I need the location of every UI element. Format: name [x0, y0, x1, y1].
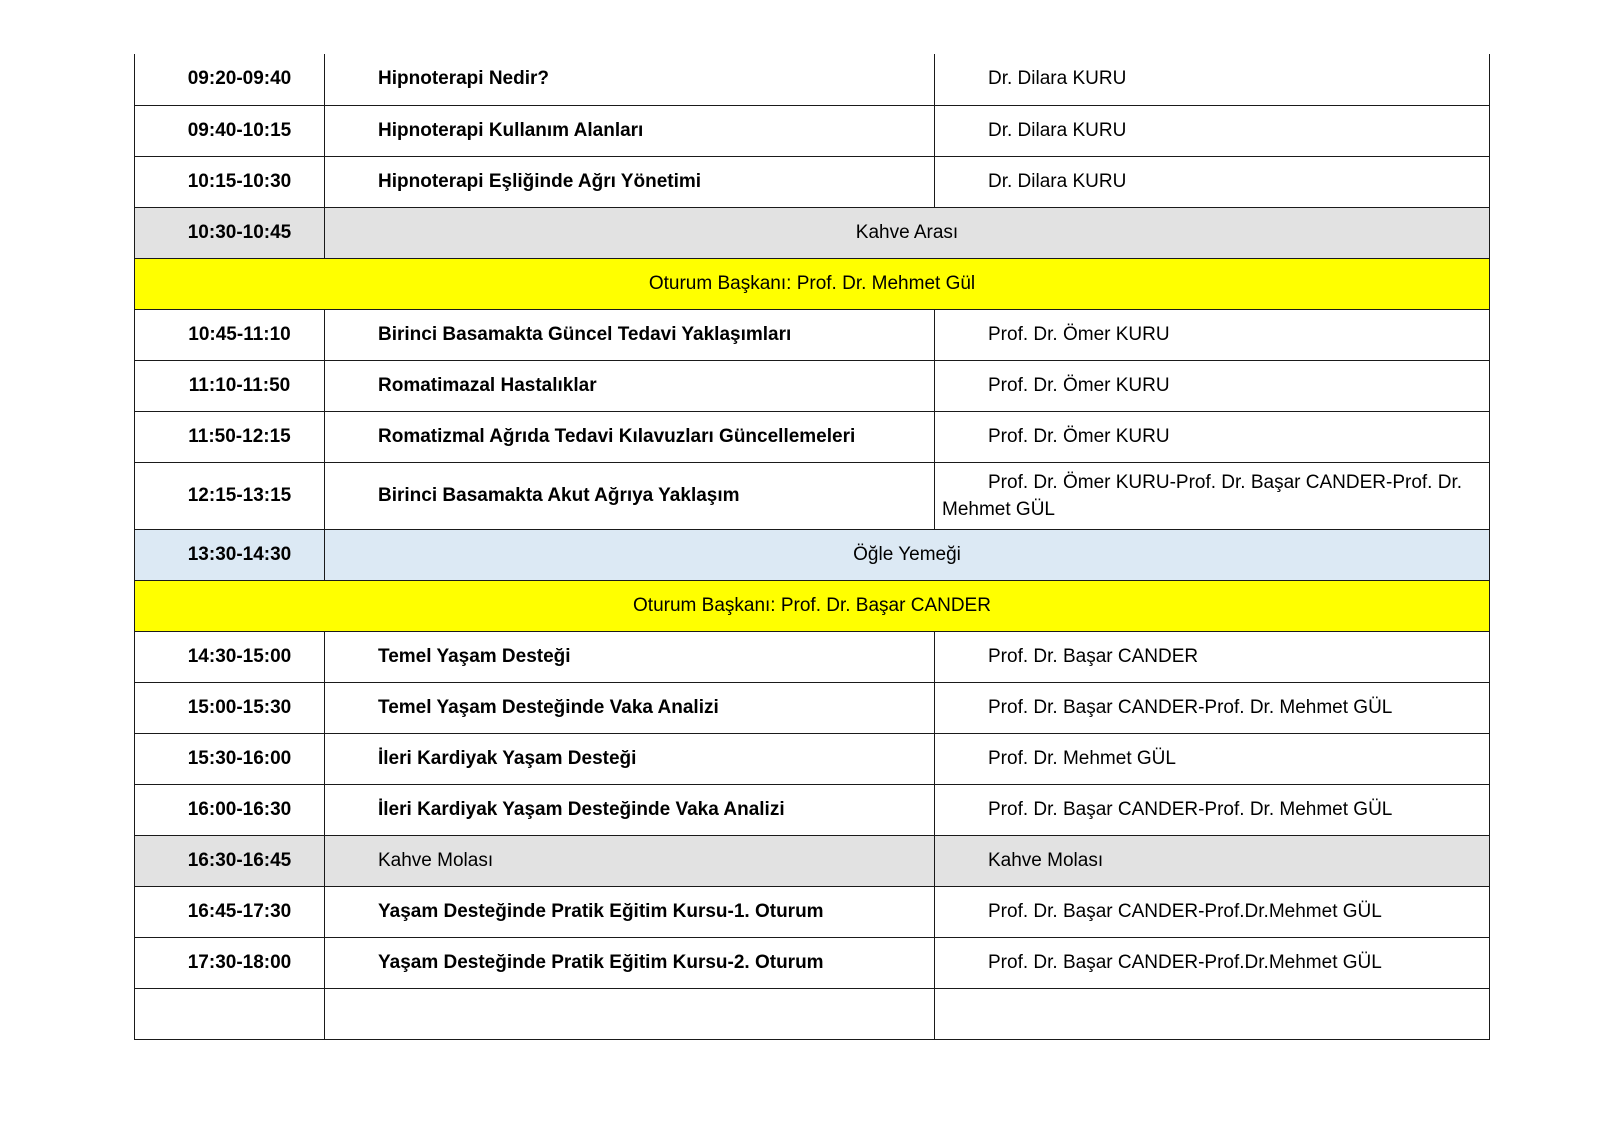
coffee-break-label: Kahve Molası — [325, 835, 935, 886]
coffee-break-row — [135, 207, 1490, 258]
time-cell: 12:15-13:15 — [135, 462, 325, 529]
time-cell: 14:30-15:00 — [135, 631, 325, 682]
time-cell: 15:00-15:30 — [135, 682, 325, 733]
topic-cell: Hipnoterapi Nedir? — [325, 54, 935, 105]
table-row — [135, 54, 1490, 105]
session-chair-label: Oturum Başkanı: Prof. Dr. Mehmet Gül — [135, 258, 1490, 309]
session-chair-row — [135, 580, 1490, 631]
coffee-break-label: Kahve Molası — [935, 835, 1490, 886]
lunch-label: Öğle Yemeği — [325, 529, 1490, 580]
time-cell: 11:10-11:50 — [135, 360, 325, 411]
time-cell: 17:30-18:00 — [135, 937, 325, 988]
table-row — [135, 462, 1490, 529]
table-row — [135, 411, 1490, 462]
table-row — [135, 309, 1490, 360]
speaker-cell: Prof. Dr. Başar CANDER-Prof. Dr. Mehmet GÜL — [935, 784, 1490, 835]
time-cell: 09:40-10:15 — [135, 105, 325, 156]
speaker-cell — [935, 988, 1490, 1039]
speaker-cell: Prof. Dr. Başar CANDER-Prof.Dr.Mehmet GÜL — [935, 937, 1490, 988]
topic-cell: Romatimazal Hastalıklar — [325, 360, 935, 411]
time-cell: 16:30-16:45 — [135, 835, 325, 886]
table-row — [135, 105, 1490, 156]
table-row — [135, 360, 1490, 411]
table-row — [135, 682, 1490, 733]
speaker-cell: Dr. Dilara KURU — [935, 105, 1490, 156]
time-cell — [135, 988, 325, 1039]
time-cell: 09:20-09:40 — [135, 54, 325, 105]
topic-cell: Birinci Basamakta Güncel Tedavi Yaklaşımları — [325, 309, 935, 360]
speaker-cell: Prof. Dr. Mehmet GÜL — [935, 733, 1490, 784]
topic-cell: İleri Kardiyak Yaşam Desteğinde Vaka Analizi — [325, 784, 935, 835]
time-cell: 16:45-17:30 — [135, 886, 325, 937]
lunch-row — [135, 529, 1490, 580]
topic-cell — [325, 988, 935, 1039]
time-cell: 13:30-14:30 — [135, 529, 325, 580]
topic-cell: Yaşam Desteğinde Pratik Eğitim Kursu-2. Oturum — [325, 937, 935, 988]
topic-cell: Temel Yaşam Desteği — [325, 631, 935, 682]
table-row — [135, 886, 1490, 937]
speaker-cell: Prof. Dr. Ömer KURU — [935, 360, 1490, 411]
speaker-cell: Prof. Dr. Ömer KURU — [935, 411, 1490, 462]
coffee-break-row — [135, 835, 1490, 886]
speaker-cell: Prof. Dr. Başar CANDER — [935, 631, 1490, 682]
speaker-cell: Prof. Dr. Başar CANDER-Prof. Dr. Mehmet GÜL — [935, 682, 1490, 733]
speaker-cell: Prof. Dr. Ömer KURU-Prof. Dr. Başar CANDER-Prof. Dr. Mehmet GÜL — [935, 462, 1490, 529]
topic-cell: Romatizmal Ağrıda Tedavi Kılavuzları Güncellemeleri — [325, 411, 935, 462]
coffee-break-label: Kahve Arası — [325, 207, 1490, 258]
time-cell: 11:50-12:15 — [135, 411, 325, 462]
table-row — [135, 631, 1490, 682]
empty-row — [135, 988, 1490, 1039]
time-cell: 15:30-16:00 — [135, 733, 325, 784]
time-cell: 10:45-11:10 — [135, 309, 325, 360]
table-row — [135, 784, 1490, 835]
topic-cell: Birinci Basamakta Akut Ağrıya Yaklaşım — [325, 462, 935, 529]
speaker-cell: Dr. Dilara KURU — [935, 54, 1490, 105]
time-cell: 16:00-16:30 — [135, 784, 325, 835]
time-cell: 10:30-10:45 — [135, 207, 325, 258]
speaker-cell: Prof. Dr. Ömer KURU — [935, 309, 1490, 360]
session-chair-row — [135, 258, 1490, 309]
speaker-cell: Prof. Dr. Başar CANDER-Prof.Dr.Mehmet GÜL — [935, 886, 1490, 937]
session-chair-label: Oturum Başkanı: Prof. Dr. Başar CANDER — [135, 580, 1490, 631]
topic-cell: Yaşam Desteğinde Pratik Eğitim Kursu-1. Oturum — [325, 886, 935, 937]
topic-cell: Temel Yaşam Desteğinde Vaka Analizi — [325, 682, 935, 733]
schedule-table — [134, 54, 1490, 1040]
speaker-cell: Dr. Dilara KURU — [935, 156, 1490, 207]
table-row — [135, 156, 1490, 207]
table-row — [135, 733, 1490, 784]
time-cell: 10:15-10:30 — [135, 156, 325, 207]
table-row — [135, 937, 1490, 988]
topic-cell: İleri Kardiyak Yaşam Desteği — [325, 733, 935, 784]
topic-cell: Hipnoterapi Eşliğinde Ağrı Yönetimi — [325, 156, 935, 207]
topic-cell: Hipnoterapi Kullanım Alanları — [325, 105, 935, 156]
